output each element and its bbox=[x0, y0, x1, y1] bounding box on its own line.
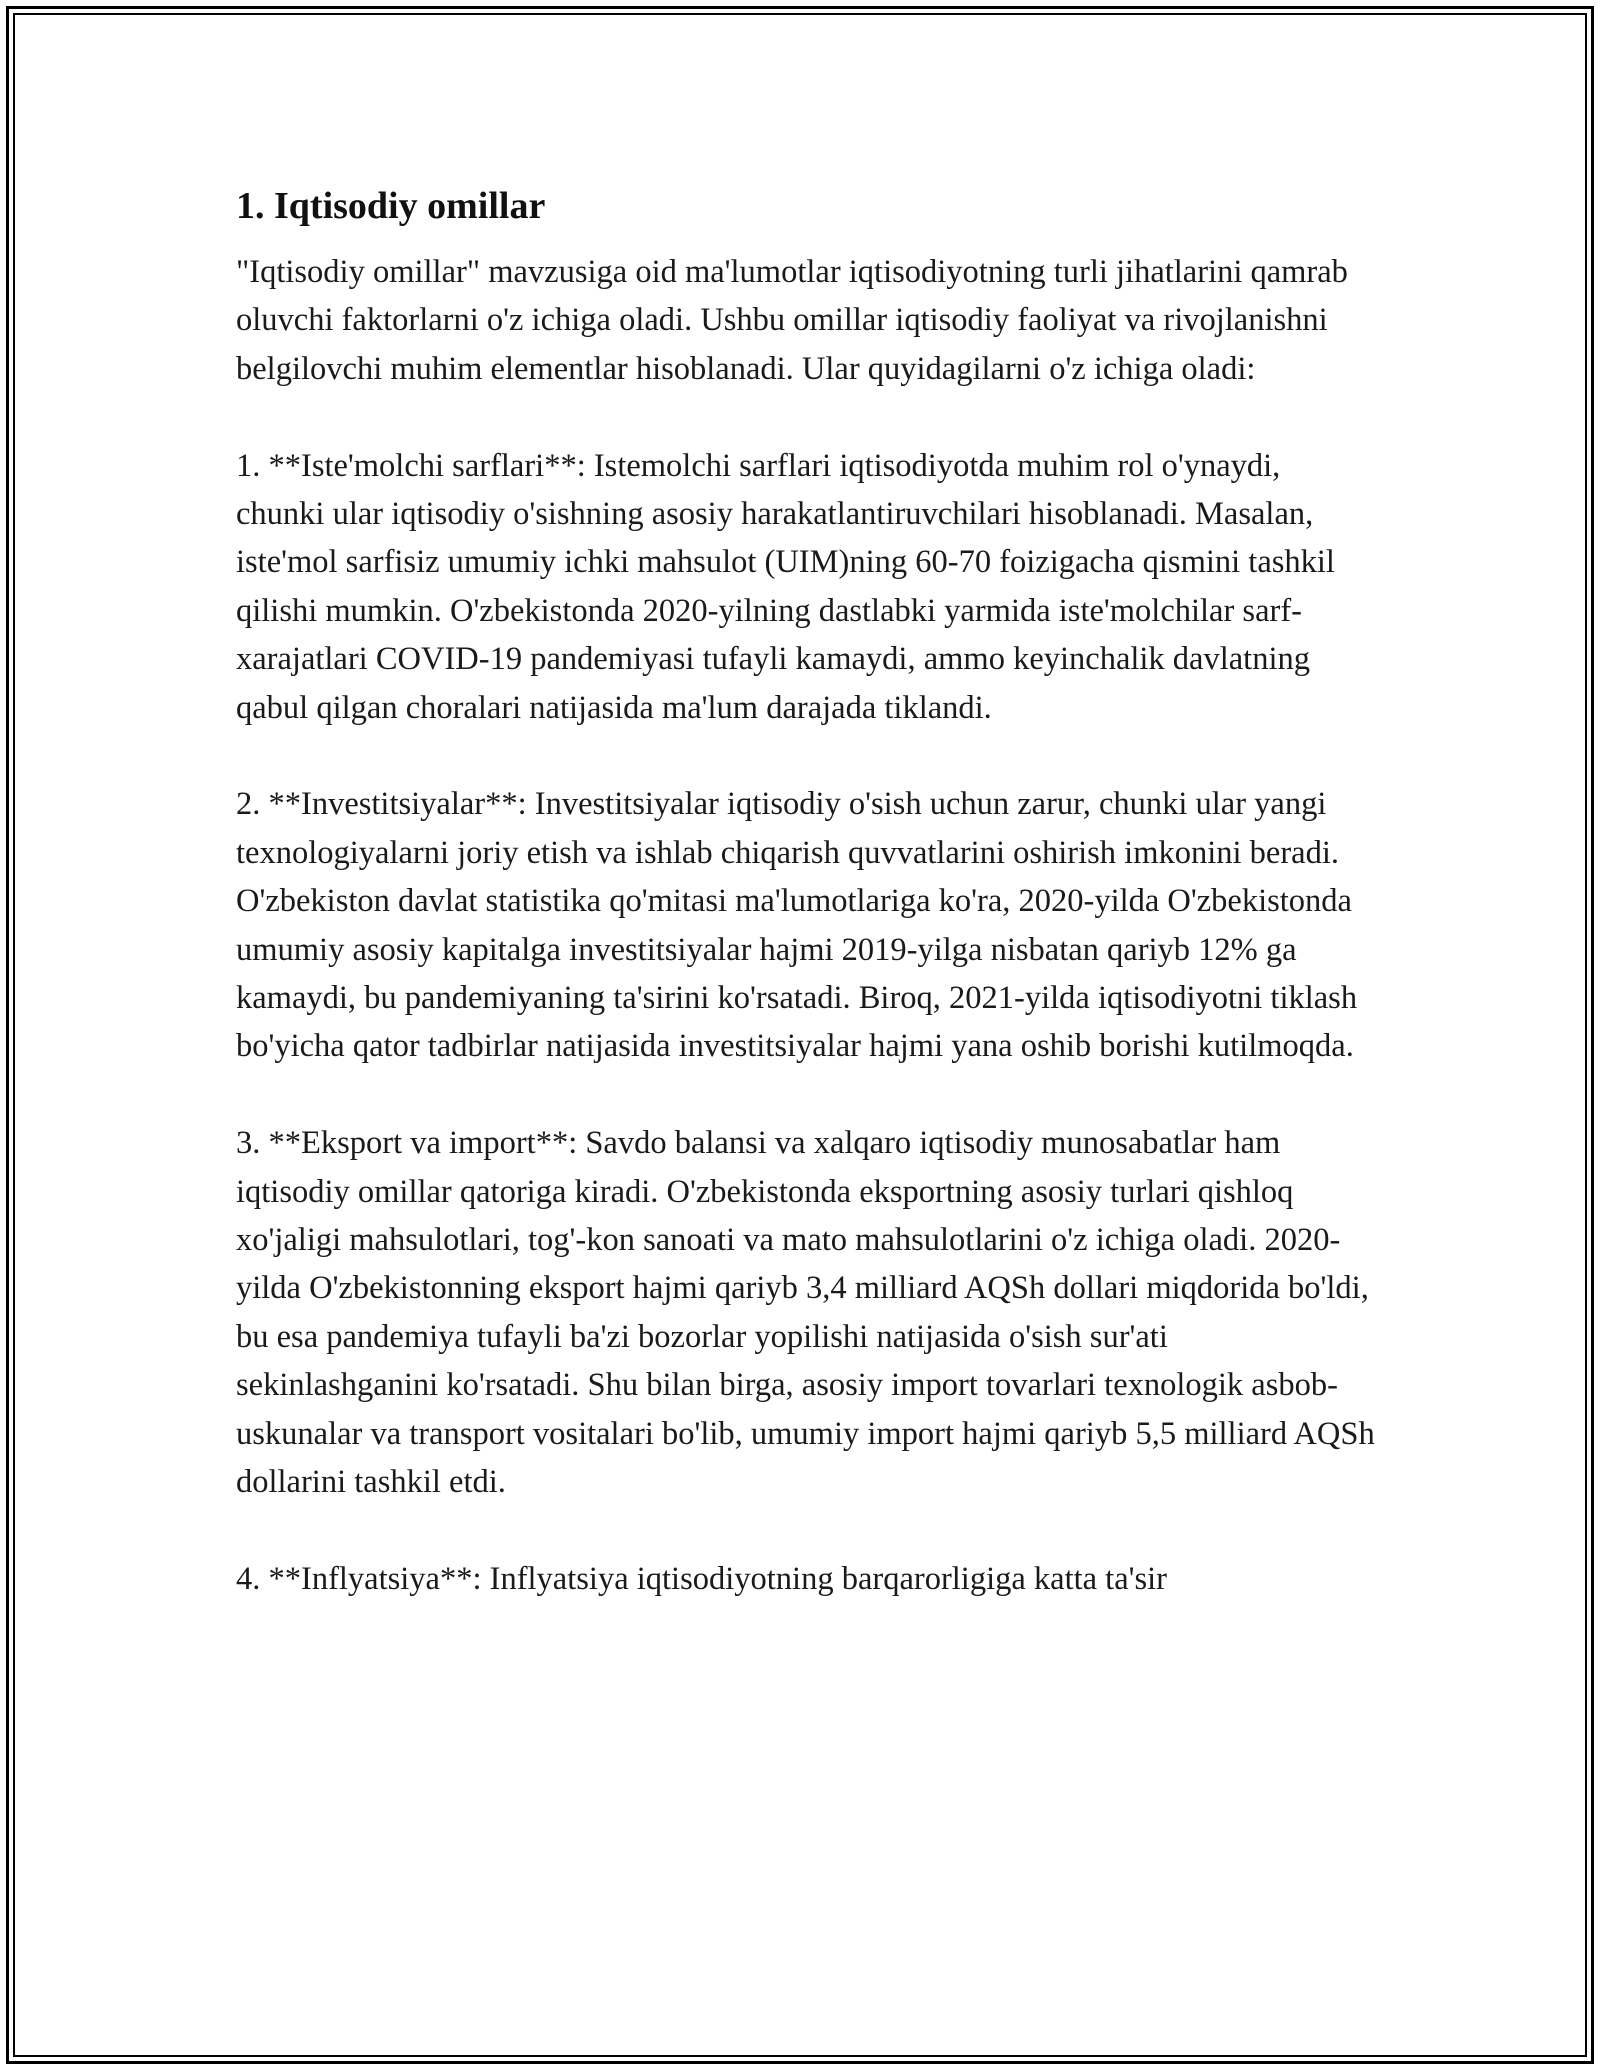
paragraph-consumer-spending: 1. **Iste'molchi sarflari**: Istemolchi sarflari iqtisodiyotda muhim rol o'ynaydi, chunki ular iqtisodiy o'sishning asosiy harakatlantiruvchilari hisoblanadi. Masalan, iste'mol sarfisiz umumiy ichki mahsulot (UIM)ning 60-70 foizigacha qismini tashkil qilishi mumkin. O'zbekistonda 2020-yilning dastlabki yarmida iste'molchilar sarf-xarajatlari COVID-19 pandemiyasi tufayli kamaydi, ammo keyinchalik davlatning qabul qilgan choralari natijasida ma'lum darajada tiklandi. bbox=[236, 447, 1335, 726]
paragraph-investments: 2. **Investitsiyalar**: Investitsiyalar iqtisodiy o'sish uchun zarur, chunki ular yangi texnologiyalarni joriy etish va ishlab chiqarish quvvatlarini oshirish imkonini beradi. O'zbekiston davlat statistika qo'mitasi ma'lumotlariga ko'ra, 2020-yilda O'zbekistonda umumiy asosiy kapitalga investitsiyalar hajmi 2019-yilga nisbatan qariyb 12% ga kamaydi, bu pandemiyaning ta'sirini ko'rsatadi. Biroq, 2021-yilda iqtisodiyotni tiklash bo'yicha qator tadbirlar natijasida investitsiyalar hajmi yana oshib borishi kutilmoqda. bbox=[236, 786, 1358, 1065]
document-title: 1. Iqtisodiy omillar bbox=[236, 185, 546, 227]
paragraph-inflation: 4. **Inflyatsiya**: Inflyatsiya iqtisodiyotning barqarorligiga katta ta'sir bbox=[236, 1560, 1167, 1597]
document-page bbox=[236, 180, 1376, 1652]
intro-paragraph: "Iqtisodiy omillar" mavzusiga oid ma'lumotlar iqtisodiyotning turli jihatlarini qamrab oluvchi faktorlarni o'z ichiga oladi. Ushbu omillar iqtisodiy faoliyat va rivojlanishni belgilovchi muhim elementlar hisoblanadi. Ular quyidagilarni o'z ichiga oladi: bbox=[236, 254, 1348, 387]
paragraph-export-import: 3. **Eksport va import**: Savdo balansi va xalqaro iqtisodiy munosabatlar ham iqtisodiy omillar qatoriga kiradi. O'zbekistonda eksportning asosiy turlari qishloq xo'jaligi mahsulotlari, tog'-kon sanoati va mato mahsulotlarini o'z ichiga oladi. 2020-yilda O'zbekistonning eksport hajmi qariyb 3,4 milliard AQSh dollari miqdorida bo'ldi, bu esa pandemiya tufayli ba'zi bozorlar yopilishi natijasida o'sish sur'ati sekinlashganini ko'rsatadi. Shu bilan birga, asosiy import tovarlari texnologik asbob-uskunalar va transport vositalari bo'lib, umumiy import hajmi qariyb 5,5 milliard AQSh dollarini tashkil etdi. bbox=[236, 1125, 1375, 1501]
